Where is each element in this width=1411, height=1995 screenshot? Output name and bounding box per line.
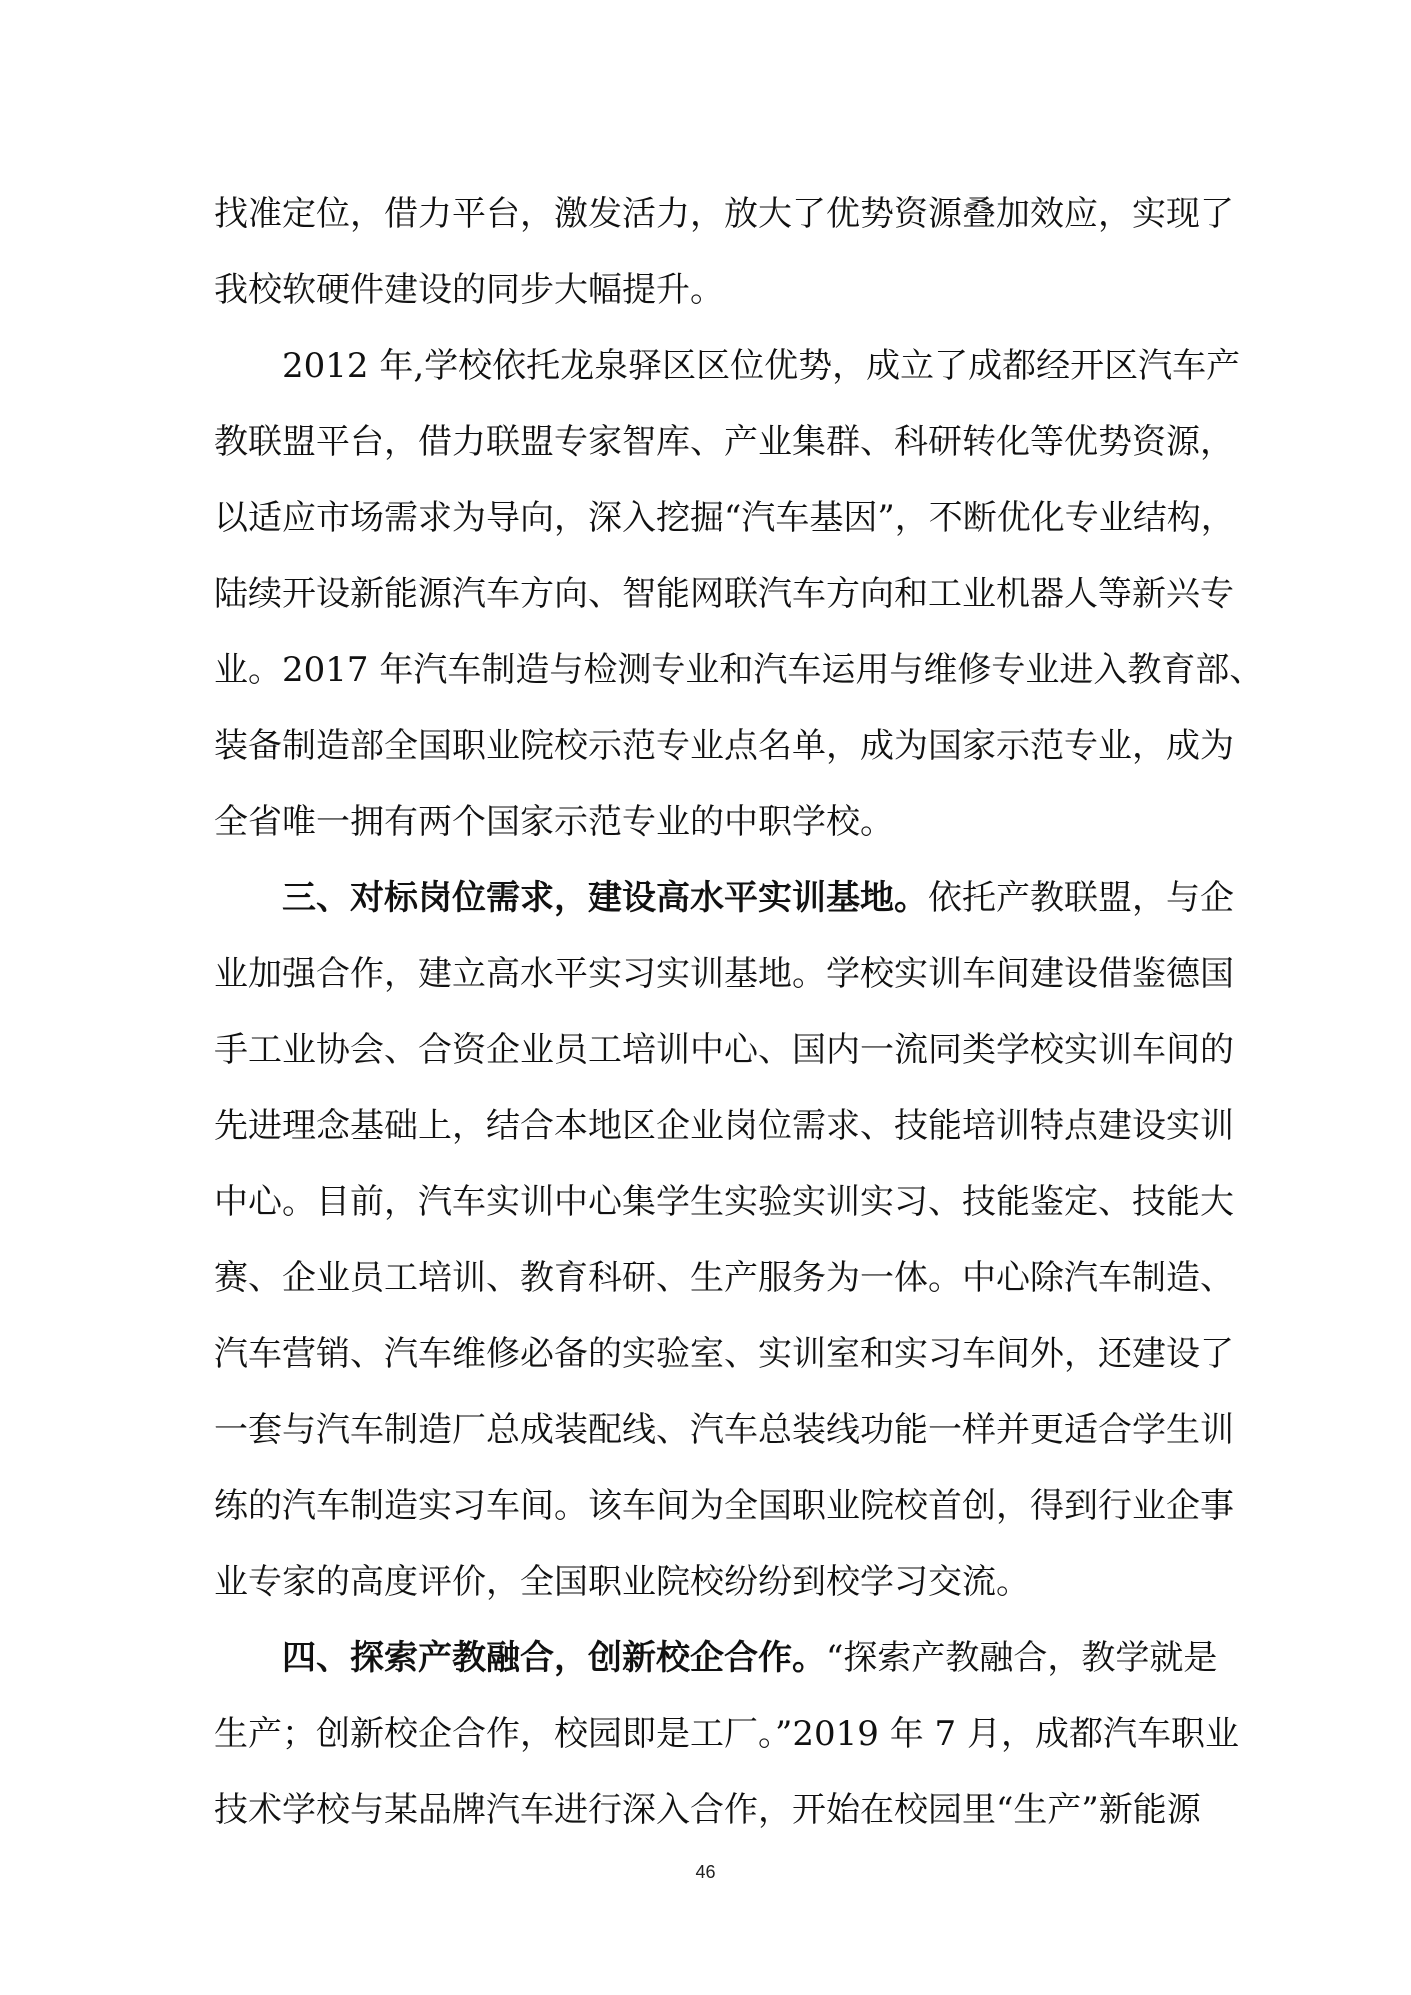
text-line: 以适应市场需求为导向，深入挖掘“汽车基因”，不断优化专业结构， <box>214 498 1235 538</box>
section-heading: 三、对标岗位需求，建设高水平实训基地。 <box>282 878 928 918</box>
text-line: 练的汽车制造实习车间。该车间为全国职业院校首创，得到行业企事 <box>214 1486 1234 1526</box>
text-line: 生产；创新校企合作，校园即是工厂。”2019 年 7 月，成都汽车职业 <box>214 1714 1239 1754</box>
text-line: 业。2017 年汽车制造与检测专业和汽车运用与维修专业进入教育部、 <box>214 650 1264 690</box>
text-run: “探索产教融合，教学就是 <box>826 1638 1218 1678</box>
text-line: 业专家的高度评价，全国职业院校纷纷到校学习交流。 <box>214 1562 1030 1602</box>
text-line: 我校软硬件建设的同步大幅提升。 <box>214 270 724 310</box>
text-line: 一套与汽车制造厂总成装配线、汽车总装线功能一样并更适合学生训 <box>214 1410 1234 1450</box>
text-line <box>214 1620 1218 1696</box>
text-line: 汽车营销、汽车维修必备的实验室、实训室和实习车间外，还建设了 <box>214 1334 1234 1374</box>
body-text <box>214 176 1264 1848</box>
text-line <box>214 860 1234 936</box>
page-number: 46 <box>695 1862 716 1882</box>
text-line: 赛、企业员工培训、教育科研、生产服务为一体。中心除汽车制造、 <box>214 1258 1234 1298</box>
text-line: 教联盟平台，借力联盟专家智库、产业集群、科研转化等优势资源， <box>214 422 1234 462</box>
text-run: 依托产教联盟，与企 <box>928 878 1234 918</box>
text-line: 装备制造部全国职业院校示范专业点名单，成为国家示范专业，成为 <box>214 726 1234 766</box>
text-line: 手工业协会、合资企业员工培训中心、国内一流同类学校实训车间的 <box>214 1030 1234 1070</box>
text-line: 业加强合作，建立高水平实习实训基地。学校实训车间建设借鉴德国 <box>214 954 1234 994</box>
text-line: 2012 年,学校依托龙泉驿区区位优势，成立了成都经开区汽车产 <box>282 346 1241 386</box>
text-line: 先进理念基础上，结合本地区企业岗位需求、技能培训特点建设实训 <box>214 1106 1234 1146</box>
section-heading: 四、探索产教融合，创新校企合作。 <box>282 1638 826 1678</box>
text-line: 全省唯一拥有两个国家示范专业的中职学校。 <box>214 802 894 842</box>
text-line: 中心。目前，汽车实训中心集学生实验实训实习、技能鉴定、技能大 <box>214 1182 1234 1222</box>
text-line: 技术学校与某品牌汽车进行深入合作，开始在校园里“生产”新能源 <box>214 1790 1201 1830</box>
text-line: 找准定位，借力平台，激发活力，放大了优势资源叠加效应，实现了 <box>214 194 1234 234</box>
text-line: 陆续开设新能源汽车方向、智能网联汽车方向和工业机器人等新兴专 <box>214 574 1234 614</box>
